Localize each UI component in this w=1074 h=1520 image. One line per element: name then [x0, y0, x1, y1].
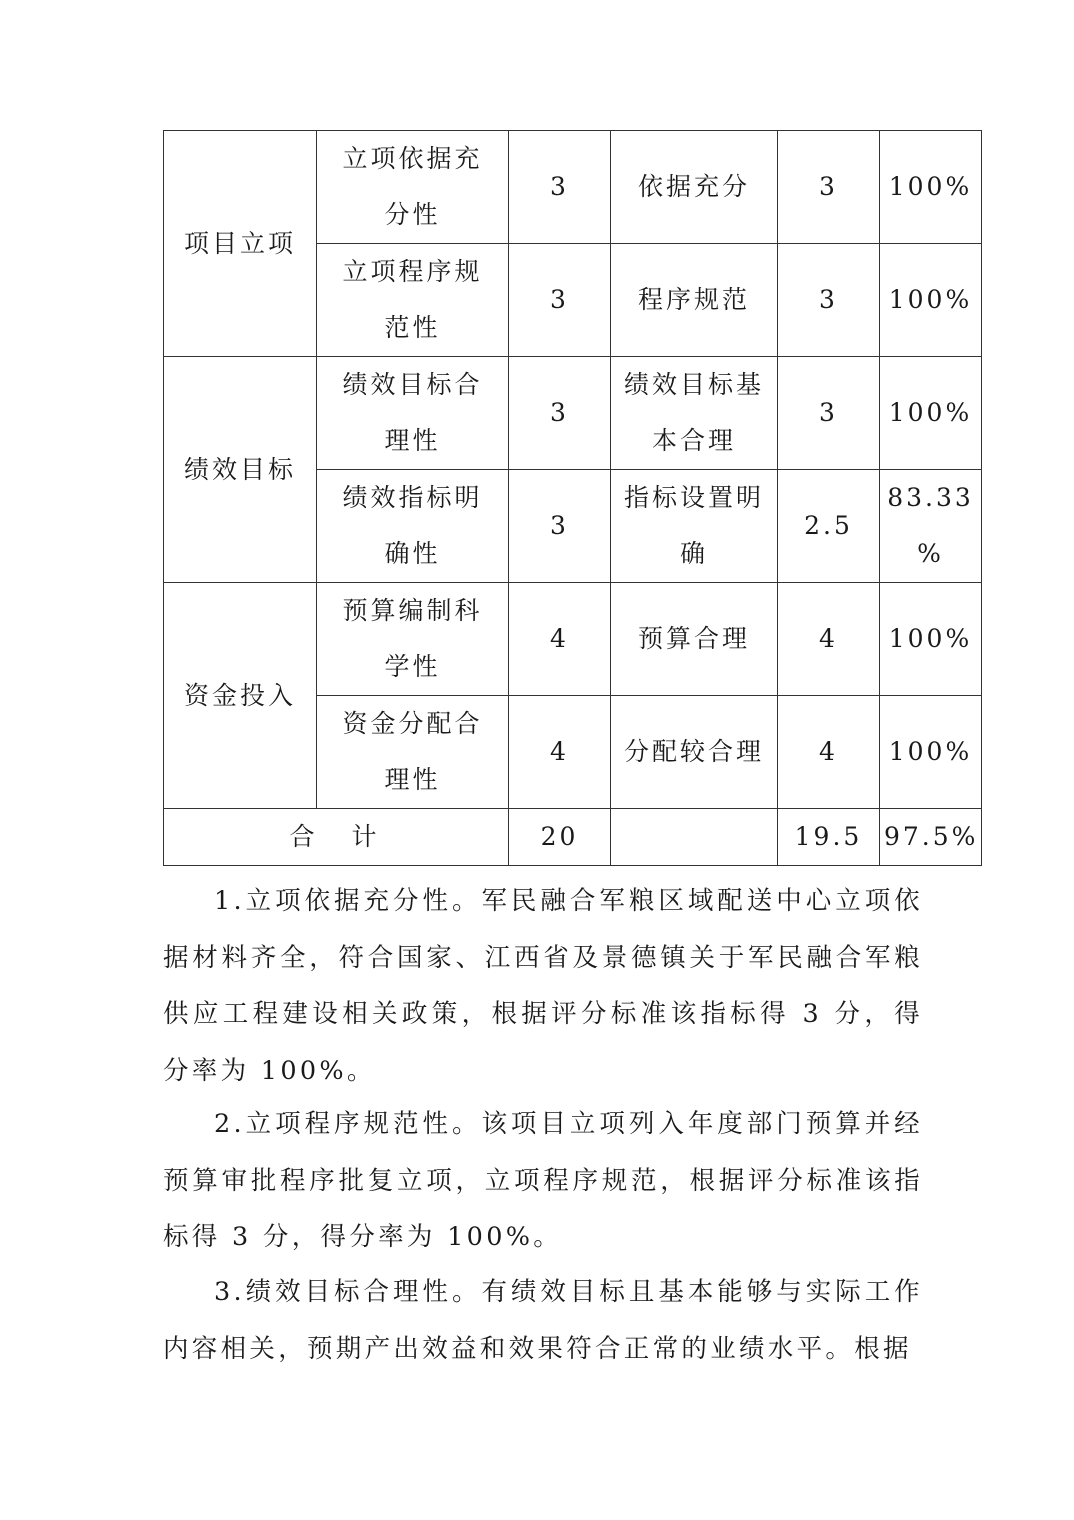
weight-cell: 3	[509, 470, 611, 583]
weight-cell: 4	[509, 583, 611, 696]
table-row	[164, 583, 982, 696]
score-cell: 3	[778, 244, 880, 357]
table-row	[164, 131, 982, 244]
indicator-cell: 绩效目标合 理性	[317, 357, 509, 470]
indicator-cell: 预算编制科 学性	[317, 583, 509, 696]
score-cell: 3	[778, 357, 880, 470]
weight-cell: 3	[509, 131, 611, 244]
rate-cell: 100%	[880, 696, 982, 809]
score-cell: 3	[778, 131, 880, 244]
indicator-cell: 立项依据充 分性	[317, 131, 509, 244]
total-weight: 20	[509, 809, 611, 866]
indicator-cell: 立项程序规 范性	[317, 244, 509, 357]
rate-cell: 100%	[880, 244, 982, 357]
weight-cell: 3	[509, 244, 611, 357]
total-rate: 97.5%	[880, 809, 982, 866]
indicator-cell: 资金分配合 理性	[317, 696, 509, 809]
rate-cell: 100%	[880, 583, 982, 696]
rate-cell: 100%	[880, 131, 982, 244]
score-cell: 2.5	[778, 470, 880, 583]
evaluation-cell: 指标设置明 确	[611, 470, 778, 583]
category-cell: 绩效目标	[164, 357, 317, 583]
table-row	[164, 357, 982, 470]
score-cell: 4	[778, 583, 880, 696]
total-evaluation	[611, 809, 778, 866]
rate-cell: 83.33 %	[880, 470, 982, 583]
rate-cell: 100%	[880, 357, 982, 470]
paragraph-1: 1.立项依据充分性。军民融合军粮区域配送中心立项依据材料齐全，符合国家、江西省及景德镇关于军民融合军粮供应工程建设相关政策，根据评分标准该指标得 3 分，得分率为 100%。	[163, 886, 923, 1086]
paragraph-3: 3.绩效目标合理性。有绩效目标且基本能够与实际工作内容相关，预期产出效益和效果符合正常的业绩水平。根据	[163, 1277, 923, 1364]
total-score: 19.5	[778, 809, 880, 866]
total-row	[164, 809, 982, 866]
weight-cell: 3	[509, 357, 611, 470]
evaluation-cell: 绩效目标基 本合理	[611, 357, 778, 470]
evaluation-cell: 程序规范	[611, 244, 778, 357]
evaluation-cell: 分配较合理	[611, 696, 778, 809]
total-label: 合 计	[164, 809, 509, 866]
paragraph-2: 2.立项程序规范性。该项目立项列入年度部门预算并经预算审批程序批复立项，立项程序规范，根据评分标准该指标得 3 分，得分率为 100%。	[163, 1109, 923, 1252]
category-cell: 项目立项	[164, 131, 317, 357]
evaluation-cell: 预算合理	[611, 583, 778, 696]
evaluation-cell: 依据充分	[611, 131, 778, 244]
category-cell: 资金投入	[164, 583, 317, 809]
indicator-cell: 绩效指标明 确性	[317, 470, 509, 583]
weight-cell: 4	[509, 696, 611, 809]
score-table	[163, 130, 982, 866]
score-cell: 4	[778, 696, 880, 809]
